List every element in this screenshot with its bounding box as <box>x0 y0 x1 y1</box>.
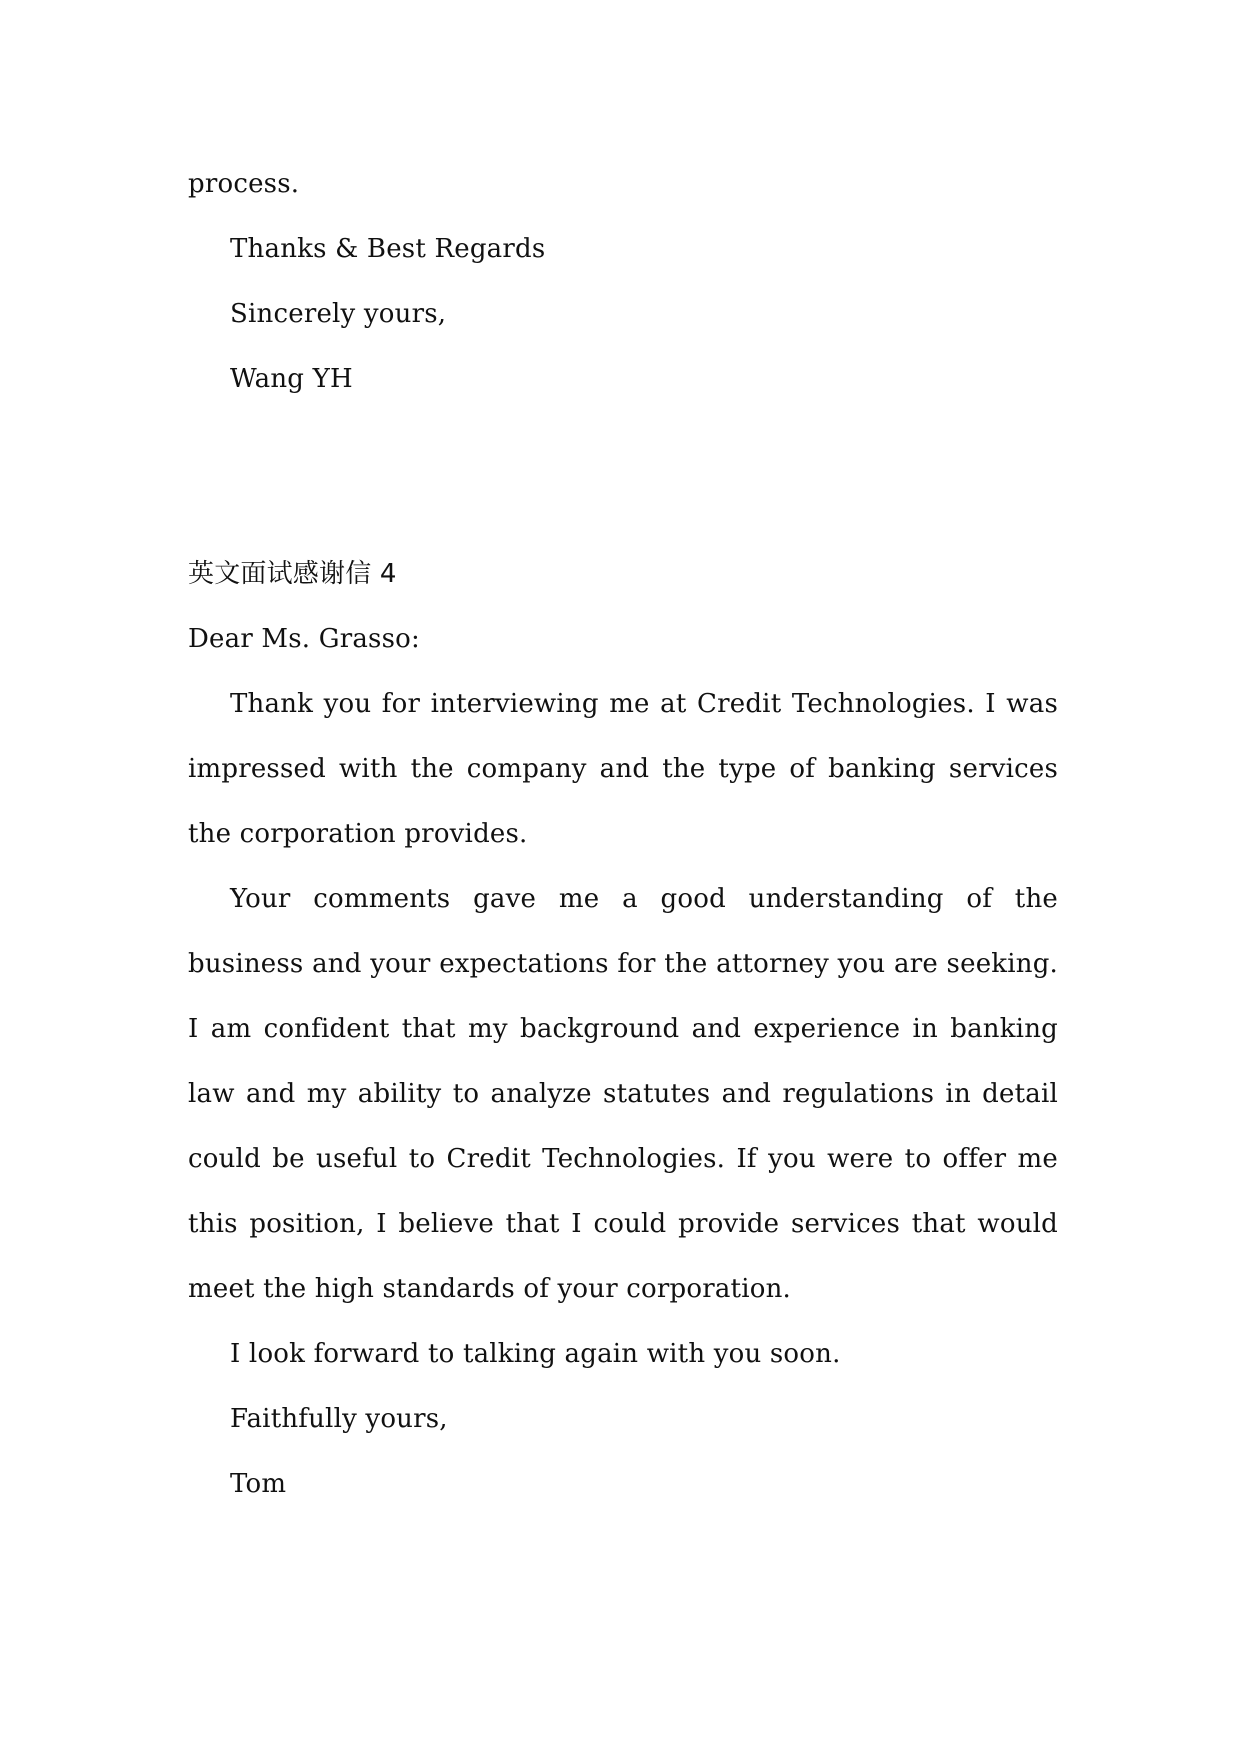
paragraph-3: I look forward to talking again with you soon. <box>230 1339 841 1369</box>
continued-text: process. <box>188 169 300 199</box>
paragraph-1: Thank you for interviewing me at Credit Technologies. I was impressed with the company and the type of banking services the corporation provides. <box>188 689 1058 849</box>
signature: Tom <box>230 1469 287 1499</box>
closing-line: Thanks & Best Regards <box>230 234 546 264</box>
signature: Wang YH <box>230 364 353 394</box>
valediction: Sincerely yours, <box>230 299 447 329</box>
paragraph-2: Your comments gave me a good understanding of the business and your expectations for the attorney you are seeking. I am confident that my background and experience in banking law and my ability to analyze statutes and regulations in detail could be useful to Credit Technologies. If you were to offer me this position, I believe that I could provide services that would meet the high standards of your corporation. <box>188 884 1058 1304</box>
valediction: Faithfully yours, <box>230 1404 448 1434</box>
section-heading: 英文面试感谢信 4 <box>188 559 397 589</box>
previous-letter-ending <box>188 152 1058 412</box>
salutation: Dear Ms. Grasso: <box>188 624 420 654</box>
letter-4 <box>188 542 1058 1517</box>
